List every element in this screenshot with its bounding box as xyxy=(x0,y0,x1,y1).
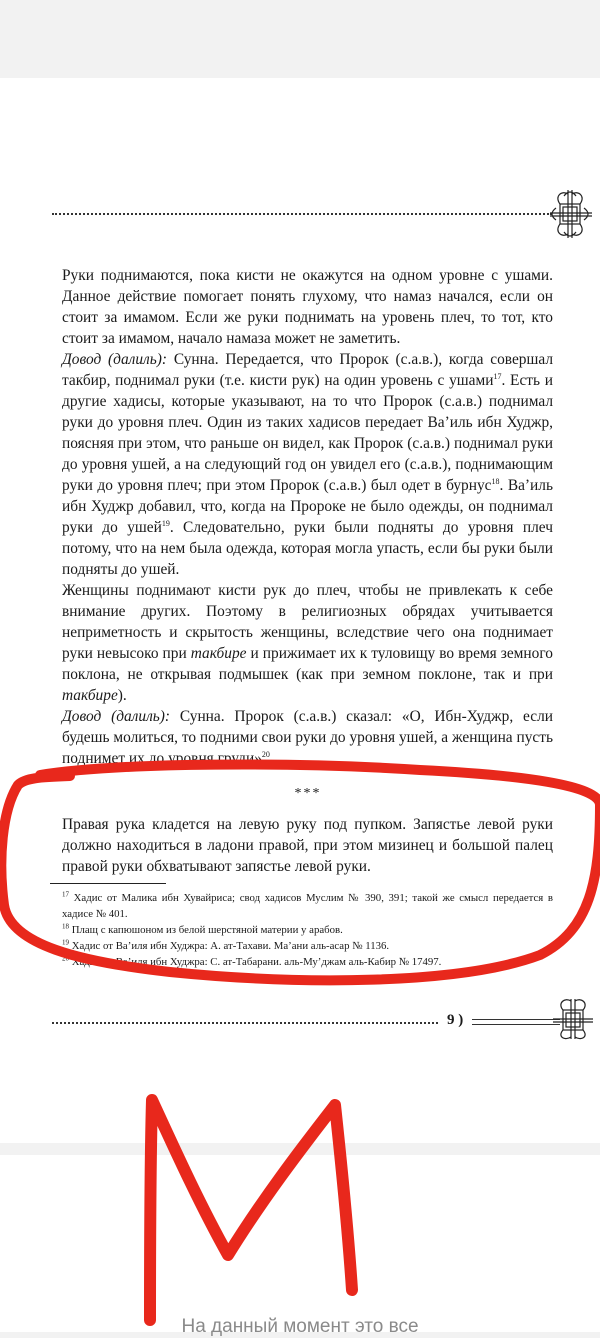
footnote-rule xyxy=(50,883,166,884)
paragraph-3-italic-1: такбире xyxy=(190,645,247,662)
paragraph-1-text: Руки поднимаются, пока кисти не окажутся на одном уровне с ушами. Данное действие помогает понять глухому, что намаз начался, если он стоит за имамом. Если же руки поднимать на уровень плеч, то тот, кто стоит за имамом, начало намаза может не заметить. xyxy=(62,267,553,347)
footnote-20 xyxy=(62,954,553,970)
paragraph-3 xyxy=(62,580,553,706)
next-page-area xyxy=(0,1155,600,1332)
paragraph-4-text-b: . xyxy=(269,750,274,767)
footnotes xyxy=(62,890,553,970)
paragraph-3-italic-2: такбире xyxy=(62,687,118,704)
paragraph-2-text-b: . Есть и другие хадисы, которые указывают, на то что Пророк (с.а.в.) поднимал руки до уровня плеч. Один из таких хадисов передает Ва’иль ибн Худжр, поясняя при этом, что раньше он видел, как Пророк (с.а.в.) поднимал руки до уровня ушей, а на следующий год он увидел его (с.а.в.), поднимающим руки до уровня плеч; при этом Пророк (с.а.в.) был одет в бурнус xyxy=(62,372,553,494)
header-dotted-rule xyxy=(52,213,552,215)
footnote-18 xyxy=(62,922,553,938)
paragraph-4 xyxy=(62,706,553,769)
paragraph-5: Правая рука кладется на левую руку под пупком. Запястье левой руки должно находиться в ладони правой, при этом мизинец и большой палец правой руки обхватывают запястье левой руки. xyxy=(62,816,553,875)
footnote-ref-18[interactable]: 18 xyxy=(491,476,500,486)
footnote-text: Хадис от Ва’иля ибн Худжра: С. ат-Табарани. аль-Му’джам аль-Кабир № 17497. xyxy=(69,956,442,968)
footnote-ref-19[interactable]: 19 xyxy=(161,518,170,528)
footnote-ref-17[interactable]: 17 xyxy=(493,371,502,381)
footnote-number: 18 xyxy=(62,922,69,931)
paragraph-1 xyxy=(62,265,553,349)
footnote-17 xyxy=(62,890,553,922)
paragraph-3-text-b: и прижимает их к туловищу во время земного поклона, не открывая подмышек (как при земном поклоне, так и при xyxy=(62,645,553,683)
footnote-19 xyxy=(62,938,553,954)
argument-lead: Довод (далиль): xyxy=(62,351,168,368)
argument-lead-2: Довод (далиль): xyxy=(62,708,171,725)
celtic-knot-ornament-icon xyxy=(548,186,594,242)
paragraph-2-text-a: Сунна. Передается, что Пророк (с.а.в.), когда совершал такбир, поднимал руки (т.е. кисти рук) на один уровень с ушами xyxy=(62,351,553,389)
paragraph-2 xyxy=(62,349,553,580)
footer-dotted-rule xyxy=(52,1022,438,1024)
footnote-text: Хадис от Малика ибн Хувайриса; свод хадисов Муслим № 390, 391; такой же смысл передается в хадисе № 401. xyxy=(62,892,553,920)
section-separator: *** xyxy=(294,786,322,801)
footnote-ref-20[interactable]: 20 xyxy=(261,749,270,759)
footnote-number: 19 xyxy=(62,938,69,947)
after-text-block xyxy=(62,814,553,877)
footnote-number: 17 xyxy=(62,890,69,899)
main-text-block xyxy=(62,265,553,769)
paragraph-2-text-d: . Следовательно, руки были подняты до уровня плеч потому, что на нем была одежда, которая могла упасть, если бы руки были подняты до ушей. xyxy=(62,519,553,578)
paragraph-3-text-a: Женщины поднимают кисти рук до плеч, чтобы не привлекать к себе внимание других. Поэтому в религиозных обрядах учитывается неприметность и скрытость женщины, вследствие чего она поднимает руки невысоко при xyxy=(62,582,553,662)
bottom-caption: На данный момент это все xyxy=(181,1316,419,1337)
paragraph-2-text-c: . Ва’иль ибн Худжр добавил, что, когда на Пророке не было одежды, он поднимал руки до ушей xyxy=(62,477,553,536)
footnote-text: Хадис от Ва’иля ибн Худжра: А. ат-Тахави. Ма’ани аль-асар № 1136. xyxy=(69,940,390,952)
celtic-knot-ornament-icon xyxy=(553,995,595,1041)
paragraph-4-text-a: Сунна. Пророк (с.а.в.) сказал: «О, Ибн-Худжр, если будешь молиться, то подними свои руки до уровня ушей, а женщина пусть поднимет их до уровня груди» xyxy=(62,708,553,767)
paragraph-3-text-c: ). xyxy=(117,687,127,704)
footer-double-rule xyxy=(472,1019,560,1025)
footnote-number: 20 xyxy=(62,954,69,963)
footnote-text: Плащ с капюшоном из белой шерстяной материи у арабов. xyxy=(69,924,343,936)
page-number: 9 ) xyxy=(447,1012,464,1028)
